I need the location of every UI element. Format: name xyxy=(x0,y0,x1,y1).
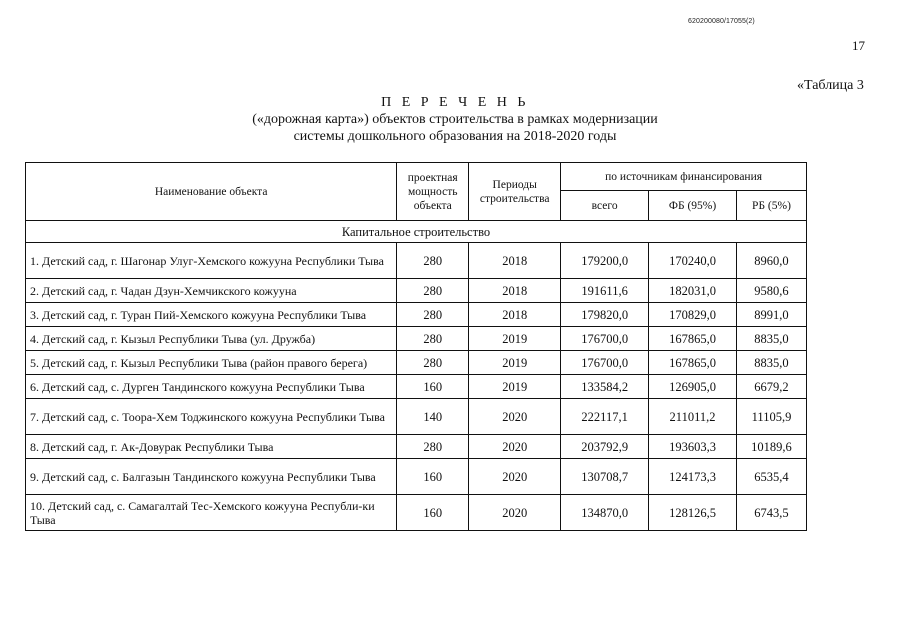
object-name-cell: 5. Детский сад, г. Кызыл Республики Тыва (район правого берега) xyxy=(26,351,397,375)
year-cell: 2019 xyxy=(469,375,561,399)
year-cell: 2018 xyxy=(469,279,561,303)
total-cell: 179820,0 xyxy=(561,303,649,327)
total-cell: 176700,0 xyxy=(561,327,649,351)
rb-cell: 6679,2 xyxy=(736,375,806,399)
total-cell: 134870,0 xyxy=(561,495,649,531)
object-name-cell: 10. Детский сад, с. Самагалтай Тес-Хемского кожууна Республи-ки Тыва xyxy=(26,495,397,531)
rb-cell: 11105,9 xyxy=(736,399,806,435)
fb-cell: 170829,0 xyxy=(649,303,737,327)
document-title xyxy=(170,94,740,145)
rb-cell: 8960,0 xyxy=(736,243,806,279)
capacity-cell: 280 xyxy=(397,435,469,459)
year-cell: 2019 xyxy=(469,351,561,375)
rb-cell: 8991,0 xyxy=(736,303,806,327)
total-cell: 203792,9 xyxy=(561,435,649,459)
table-row xyxy=(26,435,807,459)
year-cell: 2018 xyxy=(469,303,561,327)
year-cell: 2018 xyxy=(469,243,561,279)
construction-table xyxy=(25,162,807,531)
fb-cell: 182031,0 xyxy=(649,279,737,303)
page-number: 17 xyxy=(852,38,865,53)
header-capacity: проектная мощность объекта xyxy=(397,163,469,221)
object-name-cell: 4. Детский сад, г. Кызыл Республики Тыва (ул. Дружба) xyxy=(26,327,397,351)
total-cell: 130708,7 xyxy=(561,459,649,495)
fb-cell: 170240,0 xyxy=(649,243,737,279)
fb-cell: 124173,3 xyxy=(649,459,737,495)
object-name-cell: 8. Детский сад, г. Ак-Довурак Республики Тыва xyxy=(26,435,397,459)
table-row xyxy=(26,303,807,327)
fb-cell: 126905,0 xyxy=(649,375,737,399)
total-cell: 179200,0 xyxy=(561,243,649,279)
header-rb: РБ (5%) xyxy=(736,191,806,221)
fb-cell: 211011,2 xyxy=(649,399,737,435)
table-row xyxy=(26,279,807,303)
title-heading: П Е Р Е Ч Е Н Ь xyxy=(381,95,529,110)
object-name-cell: 2. Детский сад, г. Чадан Дзун-Хемчикского кожууна xyxy=(26,279,397,303)
fb-cell: 167865,0 xyxy=(649,351,737,375)
table-reference: «Таблица 3 xyxy=(797,78,864,93)
rb-cell: 8835,0 xyxy=(736,327,806,351)
capacity-cell: 280 xyxy=(397,327,469,351)
header-total: всего xyxy=(561,191,649,221)
capacity-cell: 140 xyxy=(397,399,469,435)
object-name-cell: 1. Детский сад, г. Шагонар Улуг-Хемского кожууна Республики Тыва xyxy=(26,243,397,279)
object-name-cell: 9. Детский сад, с. Балгазын Тандинского кожууна Республики Тыва xyxy=(26,459,397,495)
capacity-cell: 280 xyxy=(397,351,469,375)
header-financing: по источникам финансирования xyxy=(561,163,807,191)
table-row xyxy=(26,243,807,279)
capacity-cell: 280 xyxy=(397,243,469,279)
capacity-cell: 160 xyxy=(397,495,469,531)
year-cell: 2020 xyxy=(469,495,561,531)
total-cell: 191611,6 xyxy=(561,279,649,303)
section-heading: Капитальное строительство xyxy=(26,221,807,243)
rb-cell: 6535,4 xyxy=(736,459,806,495)
rb-cell: 8835,0 xyxy=(736,351,806,375)
rb-cell: 10189,6 xyxy=(736,435,806,459)
table-row xyxy=(26,327,807,351)
table-row xyxy=(26,459,807,495)
rb-cell: 6743,5 xyxy=(736,495,806,531)
capacity-cell: 160 xyxy=(397,375,469,399)
rb-cell: 9580,6 xyxy=(736,279,806,303)
year-cell: 2020 xyxy=(469,435,561,459)
total-cell: 133584,2 xyxy=(561,375,649,399)
fb-cell: 128126,5 xyxy=(649,495,737,531)
object-name-cell: 7. Детский сад, с. Тоора-Хем Тоджинского кожууна Республики Тыва xyxy=(26,399,397,435)
header-fb: ФБ (95%) xyxy=(649,191,737,221)
total-cell: 222117,1 xyxy=(561,399,649,435)
title-line-2: («дорожная карта») объектов строительства в рамках модернизации xyxy=(252,112,658,127)
total-cell: 176700,0 xyxy=(561,351,649,375)
header-periods: Периоды строительства xyxy=(469,163,561,221)
year-cell: 2019 xyxy=(469,327,561,351)
document-code: 620200080/17055(2) xyxy=(688,18,755,25)
header-name: Наименование объекта xyxy=(26,163,397,221)
table-row xyxy=(26,375,807,399)
capacity-cell: 160 xyxy=(397,459,469,495)
fb-cell: 167865,0 xyxy=(649,327,737,351)
table-row xyxy=(26,351,807,375)
fb-cell: 193603,3 xyxy=(649,435,737,459)
capacity-cell: 280 xyxy=(397,279,469,303)
object-name-cell: 3. Детский сад, г. Туран Пий-Хемского кожууна Республики Тыва xyxy=(26,303,397,327)
year-cell: 2020 xyxy=(469,399,561,435)
year-cell: 2020 xyxy=(469,459,561,495)
table-row xyxy=(26,495,807,531)
capacity-cell: 280 xyxy=(397,303,469,327)
table-row xyxy=(26,399,807,435)
object-name-cell: 6. Детский сад, с. Дурген Тандинского кожууна Республики Тыва xyxy=(26,375,397,399)
title-line-3: системы дошкольного образования на 2018-2020 годы xyxy=(293,129,617,144)
